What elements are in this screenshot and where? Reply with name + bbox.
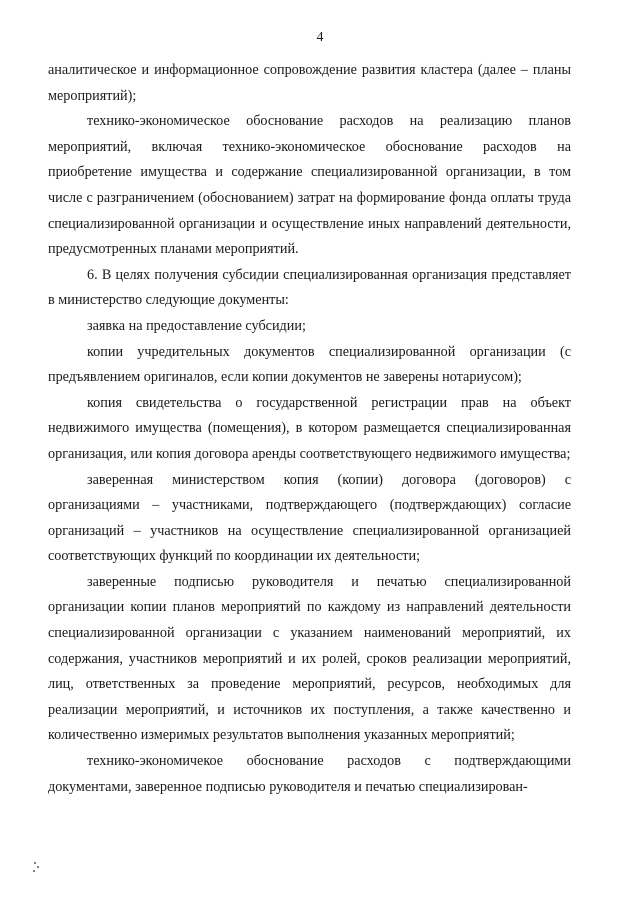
- page-number: 4: [316, 30, 324, 45]
- paragraph-supporting-documents: технико-экономичекое обоснование расходов с подтверждающими документами, заверенное подписью руководителя и печатью специализирован-: [48, 753, 571, 795]
- paragraph-clause-6: 6. В целях получения субсидии специализированная организация представляет в министерство следующие документы:: [48, 266, 571, 309]
- document-body: [48, 58, 571, 800]
- paragraph-participant-contracts: заверенная министерством копия (копии) договора (договоров) с организациями – участниками, подтверждающего (подтверждающих) согласие организаций – участников на осуществление специализированной организацией соответствующих функций по координации их деятельности;: [48, 471, 571, 565]
- paragraph-feasibility-study: технико-экономическое обоснование расходов на реализацию планов мероприятий, включая технико-экономическое обоснование расходов на приобретение имущества и содержание специализированной организации, в том числе с разграничением (обоснованием) затрат на формирование фонда оплаты труда специализированной организации и осуществление иных направлений деятельности, предусмотренных планами мероприятий.: [48, 113, 571, 258]
- paragraph-registration-certificate: копия свидетельства о государственной регистрации прав на объект недвижимого имущества (помещения), в котором размещается специализированная организация, или копия договора аренды соответствующего недвижимого имущества;: [48, 394, 571, 462]
- paragraph-plans-continuation: аналитическое и информационное сопровождение развития кластера (далее – планы мероприятий);: [48, 62, 571, 104]
- paragraph-action-plans: заверенные подписью руководителя и печатью специализированной организации копии планов мероприятий по каждому из направлений деятельности специализированной организации с указанием наименований мероприятий, их содержания, участников мероприятий и их ролей, сроков реализации мероприятий, лиц, ответственных за проведение мероприятий, ресурсов, необходимых для реализации мероприятий, и источников их поступления, а также качественно и количественно измеримых результатов выполнения указанных мероприятий;: [48, 573, 571, 744]
- scan-speck: [32, 862, 42, 874]
- paragraph-founding-documents: копии учредительных документов специализированной организации (с предъявлением оригиналов, если копии документов не заверены нотариусом);: [48, 343, 571, 386]
- paragraph-subsidy-application: заявка на предоставление субсидии;: [87, 317, 306, 334]
